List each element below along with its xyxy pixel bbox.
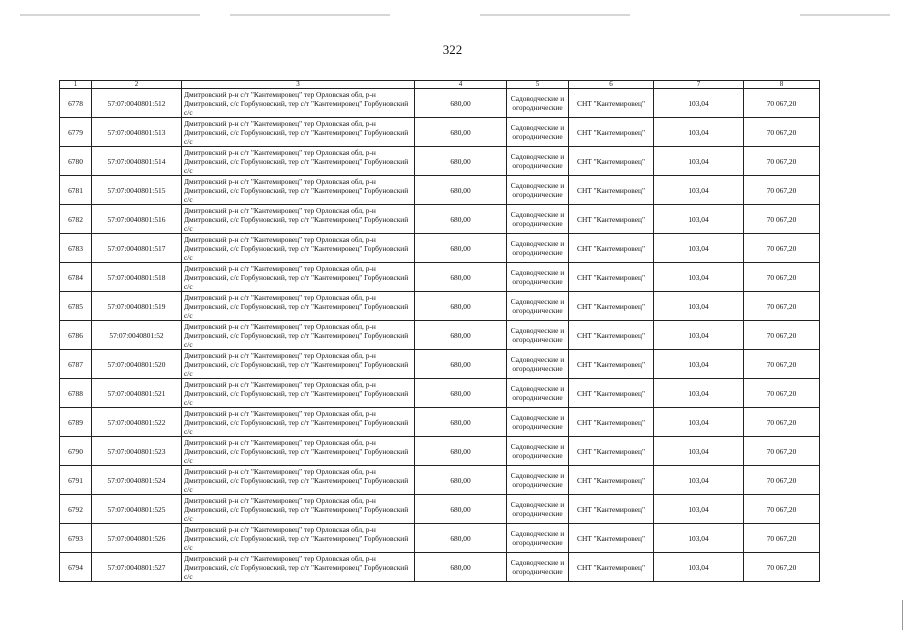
partnership-cell: СНТ "Кантемировец" xyxy=(569,118,654,147)
table-header-row xyxy=(60,81,820,89)
cadastral-number-cell: 57:07:0040801:522 xyxy=(92,408,182,437)
table-row xyxy=(60,176,820,205)
row-number-cell: 6778 xyxy=(60,89,92,118)
table-row xyxy=(60,89,820,118)
land-use-cell: Садоводческие и огороднические xyxy=(507,379,569,408)
row-number-cell: 6793 xyxy=(60,524,92,553)
land-use-cell: Садоводческие и огороднические xyxy=(507,553,569,582)
address-cell: Дмитровский р-н с/т "Кантемировец" тер Орловская обл, р-н Дмитровский, с/с Горбуновский, тер с/т "Кантемировец" Горбуновский с/с xyxy=(182,118,415,147)
land-use-cell: Садоводческие и огороднические xyxy=(507,234,569,263)
row-number-cell: 6779 xyxy=(60,118,92,147)
table-row xyxy=(60,292,820,321)
unit-price-cell: 103,04 xyxy=(654,350,744,379)
address-cell: Дмитровский р-н с/т "Кантемировец" тер Орловская обл, р-н Дмитровский, с/с Горбуновский, тер с/т "Кантемировец" Горбуновский с/с xyxy=(182,495,415,524)
area-cell: 680,00 xyxy=(415,263,507,292)
area-cell: 680,00 xyxy=(415,118,507,147)
row-number-cell: 6781 xyxy=(60,176,92,205)
land-use-cell: Садоводческие и огороднические xyxy=(507,205,569,234)
cadastral-number-cell: 57:07:0040801:52 xyxy=(92,321,182,350)
table-row xyxy=(60,466,820,495)
land-use-cell: Садоводческие и огороднические xyxy=(507,176,569,205)
address-cell: Дмитровский р-н с/т "Кантемировец" тер Орловская обл, р-н Дмитровский, с/с Горбуновский, тер с/т "Кантемировец" Горбуновский с/с xyxy=(182,408,415,437)
partnership-cell: СНТ "Кантемировец" xyxy=(569,89,654,118)
column-header: 4 xyxy=(415,81,507,89)
address-cell: Дмитровский р-н с/т "Кантемировец" тер Орловская обл, р-н Дмитровский, с/с Горбуновский, тер с/т "Кантемировец" Горбуновский с/с xyxy=(182,205,415,234)
row-number-cell: 6794 xyxy=(60,553,92,582)
column-header: 2 xyxy=(92,81,182,89)
scan-artifact xyxy=(800,14,890,16)
cadastral-value-cell: 70 067,20 xyxy=(744,292,820,321)
address-cell: Дмитровский р-н с/т "Кантемировец" тер Орловская обл, р-н Дмитровский, с/с Горбуновский, тер с/т "Кантемировец" Горбуновский с/с xyxy=(182,553,415,582)
partnership-cell: СНТ "Кантемировец" xyxy=(569,350,654,379)
land-use-cell: Садоводческие и огороднические xyxy=(507,437,569,466)
area-cell: 680,00 xyxy=(415,147,507,176)
partnership-cell: СНТ "Кантемировец" xyxy=(569,466,654,495)
address-cell: Дмитровский р-н с/т "Кантемировец" тер Орловская обл, р-н Дмитровский, с/с Горбуновский, тер с/т "Кантемировец" Горбуновский с/с xyxy=(182,234,415,263)
table-body xyxy=(60,81,820,582)
cadastral-number-cell: 57:07:0040801:523 xyxy=(92,437,182,466)
address-cell: Дмитровский р-н с/т "Кантемировец" тер Орловская обл, р-н Дмитровский, с/с Горбуновский, тер с/т "Кантемировец" Горбуновский с/с xyxy=(182,379,415,408)
row-number-cell: 6780 xyxy=(60,147,92,176)
row-number-cell: 6792 xyxy=(60,495,92,524)
cadastral-number-cell: 57:07:0040801:518 xyxy=(92,263,182,292)
partnership-cell: СНТ "Кантемировец" xyxy=(569,292,654,321)
cadastral-value-cell: 70 067,20 xyxy=(744,350,820,379)
row-number-cell: 6790 xyxy=(60,437,92,466)
unit-price-cell: 103,04 xyxy=(654,321,744,350)
area-cell: 680,00 xyxy=(415,350,507,379)
scan-artifact xyxy=(230,14,390,16)
cadastral-value-cell: 70 067,20 xyxy=(744,495,820,524)
column-header: 1 xyxy=(60,81,92,89)
partnership-cell: СНТ "Кантемировец" xyxy=(569,321,654,350)
cadastral-value-cell: 70 067,20 xyxy=(744,437,820,466)
land-use-cell: Садоводческие и огороднические xyxy=(507,495,569,524)
row-number-cell: 6784 xyxy=(60,263,92,292)
table-row xyxy=(60,524,820,553)
cadastral-number-cell: 57:07:0040801:514 xyxy=(92,147,182,176)
cadastral-number-cell: 57:07:0040801:512 xyxy=(92,89,182,118)
land-use-cell: Садоводческие и огороднические xyxy=(507,147,569,176)
row-number-cell: 6785 xyxy=(60,292,92,321)
cadastral-value-cell: 70 067,20 xyxy=(744,234,820,263)
table-row xyxy=(60,379,820,408)
area-cell: 680,00 xyxy=(415,292,507,321)
column-header: 3 xyxy=(182,81,415,89)
cadastral-value-cell: 70 067,20 xyxy=(744,176,820,205)
area-cell: 680,00 xyxy=(415,437,507,466)
area-cell: 680,00 xyxy=(415,89,507,118)
land-registry-table xyxy=(59,80,820,582)
table-row xyxy=(60,495,820,524)
land-use-cell: Садоводческие и огороднические xyxy=(507,408,569,437)
partnership-cell: СНТ "Кантемировец" xyxy=(569,205,654,234)
unit-price-cell: 103,04 xyxy=(654,147,744,176)
area-cell: 680,00 xyxy=(415,176,507,205)
scan-artifact xyxy=(480,14,630,16)
cadastral-number-cell: 57:07:0040801:524 xyxy=(92,466,182,495)
cadastral-number-cell: 57:07:0040801:527 xyxy=(92,553,182,582)
area-cell: 680,00 xyxy=(415,553,507,582)
partnership-cell: СНТ "Кантемировец" xyxy=(569,408,654,437)
area-cell: 680,00 xyxy=(415,466,507,495)
address-cell: Дмитровский р-н с/т "Кантемировец" тер Орловская обл, р-н Дмитровский, с/с Горбуновский, тер с/т "Кантемировец" Горбуновский с/с xyxy=(182,524,415,553)
row-number-cell: 6788 xyxy=(60,379,92,408)
cadastral-value-cell: 70 067,20 xyxy=(744,553,820,582)
land-use-cell: Садоводческие и огороднические xyxy=(507,524,569,553)
table-row xyxy=(60,118,820,147)
unit-price-cell: 103,04 xyxy=(654,89,744,118)
table-row xyxy=(60,205,820,234)
cadastral-number-cell: 57:07:0040801:513 xyxy=(92,118,182,147)
address-cell: Дмитровский р-н с/т "Кантемировец" тер Орловская обл, р-н Дмитровский, с/с Горбуновский, тер с/т "Кантемировец" Горбуновский с/с xyxy=(182,263,415,292)
table-row xyxy=(60,553,820,582)
column-header: 5 xyxy=(507,81,569,89)
partnership-cell: СНТ "Кантемировец" xyxy=(569,495,654,524)
cadastral-value-cell: 70 067,20 xyxy=(744,89,820,118)
table-row xyxy=(60,437,820,466)
column-header: 6 xyxy=(569,81,654,89)
unit-price-cell: 103,04 xyxy=(654,234,744,263)
address-cell: Дмитровский р-н с/т "Кантемировец" тер Орловская обл, р-н Дмитровский, с/с Горбуновский, тер с/т "Кантемировец" Горбуновский с/с xyxy=(182,147,415,176)
land-use-cell: Садоводческие и огороднические xyxy=(507,263,569,292)
table-row xyxy=(60,147,820,176)
unit-price-cell: 103,04 xyxy=(654,292,744,321)
partnership-cell: СНТ "Кантемировец" xyxy=(569,437,654,466)
cadastral-number-cell: 57:07:0040801:525 xyxy=(92,495,182,524)
partnership-cell: СНТ "Кантемировец" xyxy=(569,263,654,292)
partnership-cell: СНТ "Кантемировец" xyxy=(569,147,654,176)
cadastral-number-cell: 57:07:0040801:521 xyxy=(92,379,182,408)
column-header: 7 xyxy=(654,81,744,89)
row-number-cell: 6791 xyxy=(60,466,92,495)
unit-price-cell: 103,04 xyxy=(654,176,744,205)
cadastral-value-cell: 70 067,20 xyxy=(744,408,820,437)
partnership-cell: СНТ "Кантемировец" xyxy=(569,553,654,582)
land-use-cell: Садоводческие и огороднические xyxy=(507,321,569,350)
table-row xyxy=(60,350,820,379)
area-cell: 680,00 xyxy=(415,524,507,553)
area-cell: 680,00 xyxy=(415,379,507,408)
row-number-cell: 6787 xyxy=(60,350,92,379)
unit-price-cell: 103,04 xyxy=(654,553,744,582)
partnership-cell: СНТ "Кантемировец" xyxy=(569,176,654,205)
cadastral-number-cell: 57:07:0040801:515 xyxy=(92,176,182,205)
unit-price-cell: 103,04 xyxy=(654,495,744,524)
address-cell: Дмитровский р-н с/т "Кантемировец" тер Орловская обл, р-н Дмитровский, с/с Горбуновский, тер с/т "Кантемировец" Горбуновский с/с xyxy=(182,89,415,118)
unit-price-cell: 103,04 xyxy=(654,263,744,292)
address-cell: Дмитровский р-н с/т "Кантемировец" тер Орловская обл, р-н Дмитровский, с/с Горбуновский, тер с/т "Кантемировец" Горбуновский с/с xyxy=(182,321,415,350)
cadastral-value-cell: 70 067,20 xyxy=(744,263,820,292)
address-cell: Дмитровский р-н с/т "Кантемировец" тер Орловская обл, р-н Дмитровский, с/с Горбуновский, тер с/т "Кантемировец" Горбуновский с/с xyxy=(182,437,415,466)
partnership-cell: СНТ "Кантемировец" xyxy=(569,234,654,263)
unit-price-cell: 103,04 xyxy=(654,466,744,495)
partnership-cell: СНТ "Кантемировец" xyxy=(569,379,654,408)
unit-price-cell: 103,04 xyxy=(654,437,744,466)
land-use-cell: Садоводческие и огороднические xyxy=(507,466,569,495)
unit-price-cell: 103,04 xyxy=(654,118,744,147)
address-cell: Дмитровский р-н с/т "Кантемировец" тер Орловская обл, р-н Дмитровский, с/с Горбуновский, тер с/т "Кантемировец" Горбуновский с/с xyxy=(182,350,415,379)
land-use-cell: Садоводческие и огороднические xyxy=(507,89,569,118)
page-number: 322 xyxy=(442,42,463,57)
cadastral-value-cell: 70 067,20 xyxy=(744,205,820,234)
scan-artifact xyxy=(20,14,200,16)
address-cell: Дмитровский р-н с/т "Кантемировец" тер Орловская обл, р-н Дмитровский, с/с Горбуновский, тер с/т "Кантемировец" Горбуновский с/с xyxy=(182,466,415,495)
cadastral-number-cell: 57:07:0040801:517 xyxy=(92,234,182,263)
cadastral-number-cell: 57:07:0040801:526 xyxy=(92,524,182,553)
unit-price-cell: 103,04 xyxy=(654,408,744,437)
partnership-cell: СНТ "Кантемировец" xyxy=(569,524,654,553)
area-cell: 680,00 xyxy=(415,495,507,524)
scan-artifact xyxy=(902,600,903,630)
table-row xyxy=(60,408,820,437)
area-cell: 680,00 xyxy=(415,205,507,234)
land-use-cell: Садоводческие и огороднические xyxy=(507,292,569,321)
address-cell: Дмитровский р-н с/т "Кантемировец" тер Орловская обл, р-н Дмитровский, с/с Горбуновский, тер с/т "Кантемировец" Горбуновский с/с xyxy=(182,292,415,321)
table-row xyxy=(60,234,820,263)
cadastral-value-cell: 70 067,20 xyxy=(744,321,820,350)
unit-price-cell: 103,04 xyxy=(654,524,744,553)
cadastral-value-cell: 70 067,20 xyxy=(744,466,820,495)
cadastral-value-cell: 70 067,20 xyxy=(744,524,820,553)
cadastral-value-cell: 70 067,20 xyxy=(744,379,820,408)
cadastral-number-cell: 57:07:0040801:520 xyxy=(92,350,182,379)
cadastral-value-cell: 70 067,20 xyxy=(744,118,820,147)
cadastral-value-cell: 70 067,20 xyxy=(744,147,820,176)
land-use-cell: Садоводческие и огороднические xyxy=(507,118,569,147)
row-number-cell: 6782 xyxy=(60,205,92,234)
row-number-cell: 6786 xyxy=(60,321,92,350)
unit-price-cell: 103,04 xyxy=(654,379,744,408)
land-use-cell: Садоводческие и огороднические xyxy=(507,350,569,379)
area-cell: 680,00 xyxy=(415,321,507,350)
cadastral-number-cell: 57:07:0040801:516 xyxy=(92,205,182,234)
cadastral-number-cell: 57:07:0040801:519 xyxy=(92,292,182,321)
row-number-cell: 6783 xyxy=(60,234,92,263)
address-cell: Дмитровский р-н с/т "Кантемировец" тер Орловская обл, р-н Дмитровский, с/с Горбуновский, тер с/т "Кантемировец" Горбуновский с/с xyxy=(182,176,415,205)
unit-price-cell: 103,04 xyxy=(654,205,744,234)
table-row xyxy=(60,263,820,292)
row-number-cell: 6789 xyxy=(60,408,92,437)
table-row xyxy=(60,321,820,350)
area-cell: 680,00 xyxy=(415,234,507,263)
area-cell: 680,00 xyxy=(415,408,507,437)
column-header: 8 xyxy=(744,81,820,89)
